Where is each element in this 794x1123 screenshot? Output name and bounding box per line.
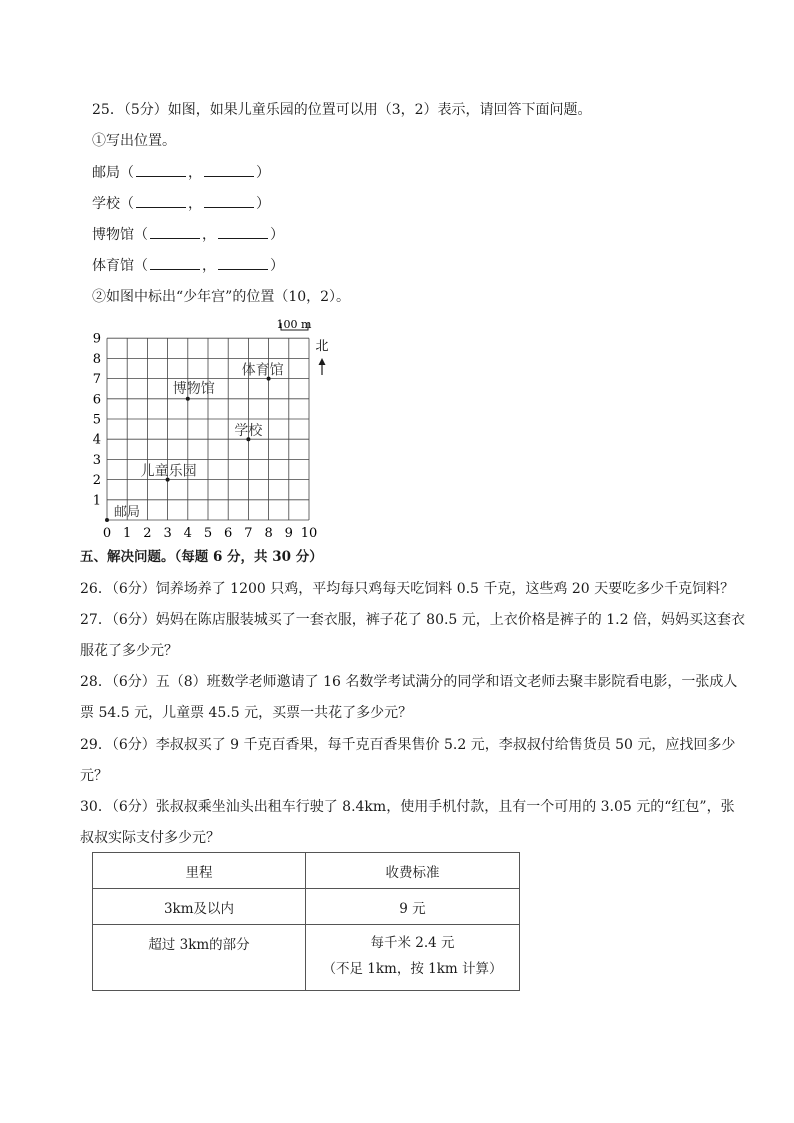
y-tick-label: 8 (92, 351, 101, 367)
distance-cell: 超过 3km的部分 (93, 925, 306, 991)
fee-value: 每千米 2.4 元 (370, 934, 455, 951)
y-blank[interactable] (204, 195, 254, 208)
q30-line1: 30．（6分）张叔叔乘坐汕头出租车行驶了 8.4km，使用手机付款，且有一个可用的 3.05 元的“红包”，张 (80, 799, 735, 815)
y-tick-label: 7 (92, 372, 101, 388)
header-fee: 收费标准 (306, 853, 520, 889)
point-marker (186, 397, 190, 401)
place-label: 博物馆 (92, 227, 134, 243)
q26: 26．（6分）饲养场养了 1200 只鸡，平均每只鸡每天吃饲料 0.5 千克，这些鸡 20 天要吃多少千克饲料？ (80, 581, 735, 597)
point-label: 儿童乐园 (140, 463, 197, 480)
north-label: 北 (315, 339, 329, 354)
x-tick-label: 3 (163, 526, 172, 541)
answer-row-museum: 博物馆（ ， ） (92, 227, 284, 243)
x-blank[interactable] (136, 164, 186, 177)
y-tick-label: 1 (92, 493, 101, 509)
point-label: 邮局 (114, 505, 141, 520)
y-blank[interactable] (218, 257, 268, 270)
y-tick-label: 5 (92, 412, 101, 428)
place-label: 学校 (92, 196, 120, 212)
x-tick-label: 9 (284, 526, 293, 541)
point-label: 学校 (234, 423, 263, 440)
grid-points (105, 362, 284, 522)
x-tick-label: 8 (264, 526, 273, 541)
place-label: 邮局 (92, 165, 120, 181)
table-header-row (93, 853, 520, 889)
q25-part1: ①写出位置。 (92, 133, 176, 149)
q27-line1: 27．（6分）妈妈在陈店服装城买了一套衣服，裤子花了 80.5 元，上衣价格是裤子的 1.2 倍，妈妈买这套衣 (80, 612, 745, 628)
x-tick-label: 4 (183, 526, 192, 541)
x-tick-label: 6 (224, 526, 233, 541)
x-tick-label: 7 (244, 526, 253, 541)
q28-line1: 28．（6分）五（8）班数学老师邀请了 16 名数学考试满分的同学和语文老师去聚丰影院看电影，一张成人 (80, 674, 738, 690)
answer-row-post-office: 邮局（ ， ） (92, 165, 270, 181)
q25-part2: ②如图中标出“少年宫”的位置（10，2）。 (92, 289, 351, 305)
q28-line2: 票 54.5 元，儿童票 45.5 元，买票一共花了多少元？ (80, 705, 413, 721)
scale-bar (277, 318, 312, 331)
q29-line1: 29．（6分）李叔叔买了 9 千克百香果，每千克百香果售价 5.2 元，李叔叔付给售货员 50 元，应找回多少 (80, 737, 736, 753)
north-arrow-icon (315, 339, 328, 375)
x-tick-label: 1 (123, 526, 132, 541)
y-tick-label: 3 (92, 452, 101, 468)
y-tick-label: 2 (92, 473, 101, 489)
fee-cell (306, 925, 520, 991)
q25-header: 25．（5分）如图，如果儿童乐园的位置可以用（3，2）表示，请回答下面问题。 (92, 102, 592, 118)
x-blank[interactable] (150, 257, 200, 270)
taxi-fee-table (92, 852, 520, 991)
q27-line2: 服花了多少元？ (80, 643, 178, 659)
q29-line2: 元？ (80, 768, 108, 784)
section-five-title: 五、解决问题。（每题 6 分，共 30 分） (80, 549, 323, 565)
point-label: 博物馆 (172, 380, 215, 397)
x-blank[interactable] (136, 195, 186, 208)
y-tick-label: 4 (92, 432, 101, 448)
y-tick-label: 6 (92, 392, 101, 408)
answer-row-school: 学校（ ， ） (92, 196, 270, 212)
x-tick-label: 5 (203, 526, 213, 541)
fee-cell: 9 元 (306, 889, 520, 925)
point-label: 体育馆 (241, 362, 284, 379)
y-blank[interactable] (218, 226, 268, 239)
fee-note: （不足 1km，按 1km 计算） (322, 960, 503, 977)
place-label: 体育馆 (92, 258, 134, 274)
table-row (93, 925, 520, 991)
point-marker (105, 518, 109, 522)
table-row (93, 889, 520, 925)
y-tick-label: 9 (92, 331, 101, 347)
distance-cell: 3km及以内 (93, 889, 306, 925)
coordinate-grid (86, 312, 346, 542)
x-tick-label: 10 (300, 526, 318, 541)
header-distance: 里程 (93, 853, 306, 889)
x-blank[interactable] (150, 226, 200, 239)
answer-row-gym: 体育馆（ ， ） (92, 258, 284, 274)
y-blank[interactable] (204, 164, 254, 177)
scale-label: 100 m (276, 318, 312, 331)
x-tick-label: 0 (102, 526, 112, 541)
x-tick-label: 2 (143, 526, 152, 541)
q30-line2: 叔叔实际支付多少元？ (80, 830, 220, 846)
